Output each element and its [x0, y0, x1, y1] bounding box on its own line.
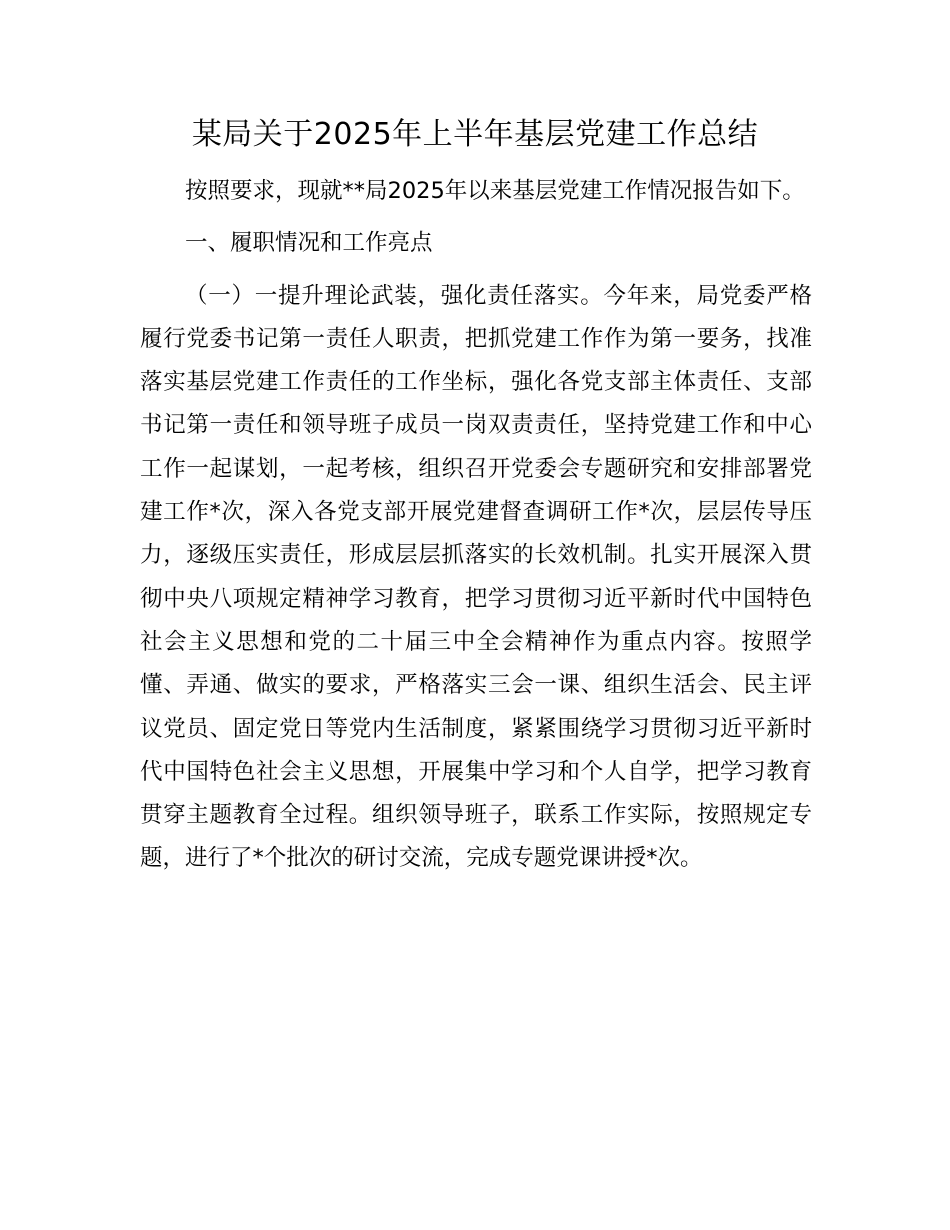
document-title: 某局关于2025年上半年基层党建工作总结 — [191, 117, 759, 152]
section-heading-1: 一、履职情况和工作亮点 — [185, 230, 433, 257]
document-body — [140, 170, 812, 881]
section-1-paragraph-1: （一）一提升理论武装，强化责任落实。今年来，局党委严格履行党委书记第一责任人职责，把抓党建工作作为第一要务，找准落实基层党建工作责任的工作坐标，强化各党支部主体责任、支部书记第一责任和领导班子成员一岗双责责任，坚持党建工作和中心工作一起谋划，一起考核，组织召开党委会专题研究和安排部署党建工作*次，深入各党支部开展党建督查调研工作*次，层层传导压力，逐级压实责任，形成层层抓落实的长效机制。扎实开展深入贯彻中央八项规定精神学习教育，把学习贯彻习近平新时代中国特色社会主义思想和党的二十届三中全会精神作为重点内容。按照学懂、弄通、做实的要求，严格落实三会一课、组织生活会、民主评议党员、固定党日等党内生活制度，紧紧围绕学习贯彻习近平新时代中国特色社会主义思想，开展集中学习和个人自学，把学习教育贯穿主题教育全过程。组织领导班子，联系工作实际，按照规定专题，进行了*个批次的研讨交流，完成专题党课讲授*次。 — [140, 282, 812, 872]
intro-paragraph: 按照要求，现就**局2025年以来基层党建工作情况报告如下。 — [185, 178, 805, 204]
